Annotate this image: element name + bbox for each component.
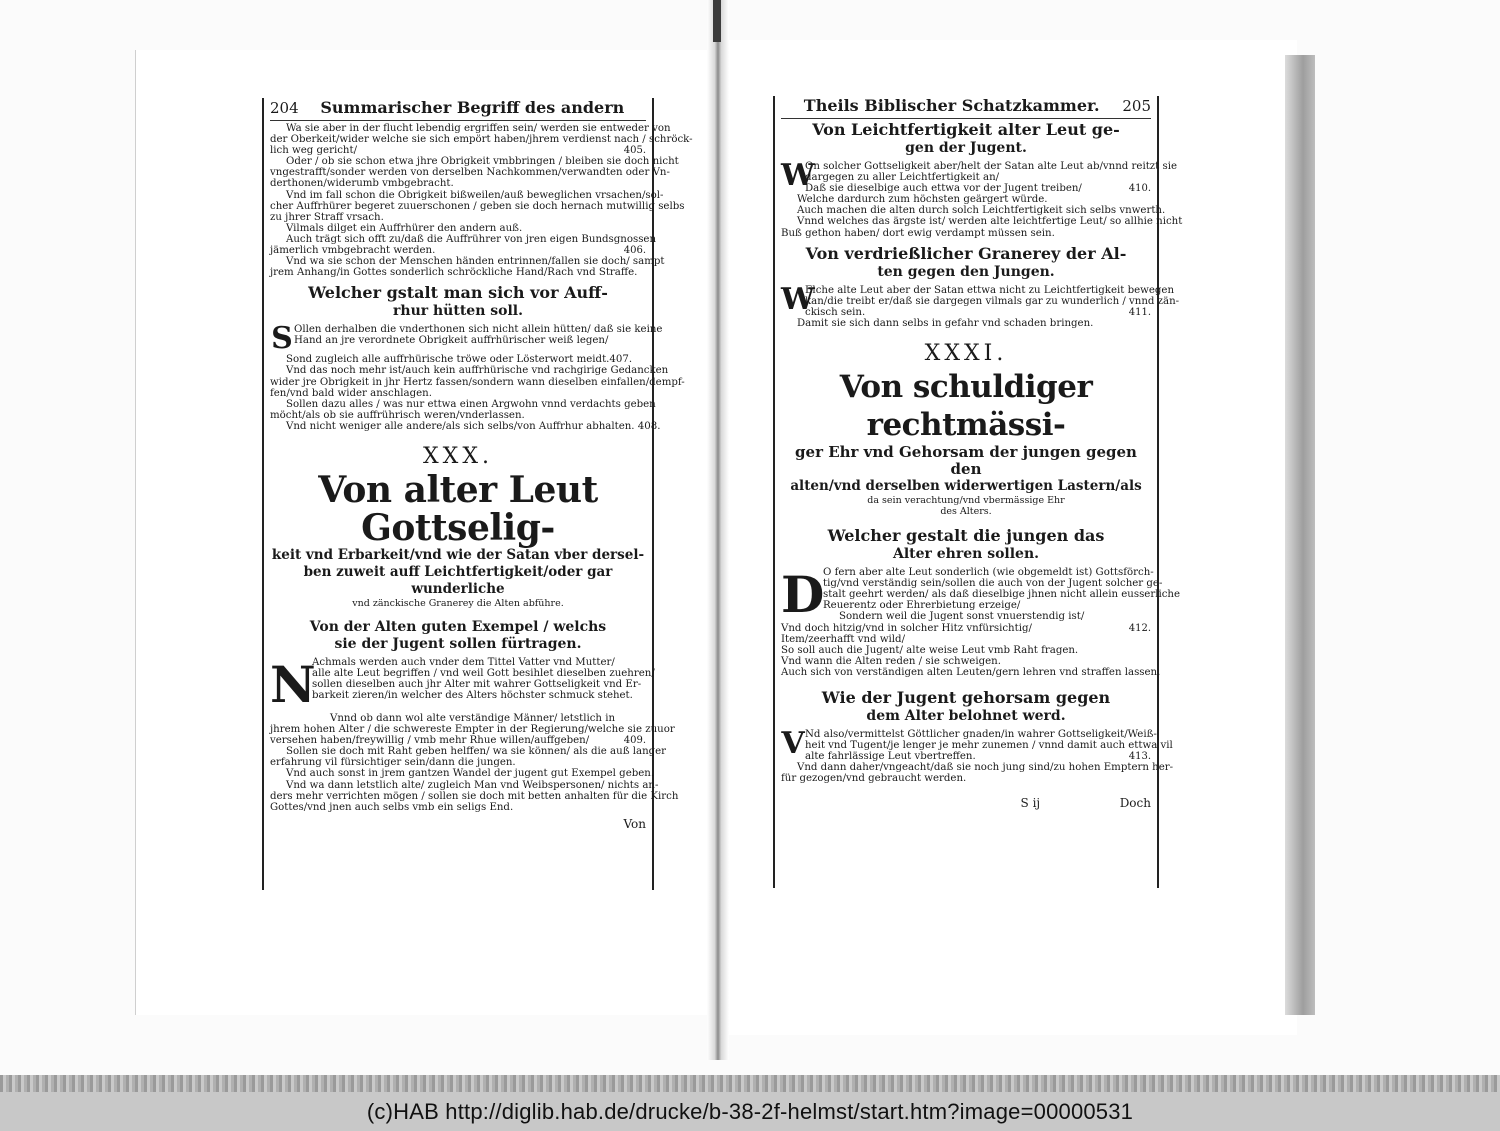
left-page-number: 204 [270,99,299,117]
drop-cap: S [271,321,293,357]
text-line: jhrem hohen Alter / die schwereste Empter in der Regierung/welche sie zuuor [270,724,675,736]
text-line: O fern aber alte Leut sonderlich (wie obgemeldt ist) Gottsförch- [823,567,1154,579]
text-line: heit vnd Tugent/je lenger je mehr zunemen / vnnd damit auch ettwa vil [805,739,1173,751]
text-line: kan/die treibt er/daß sie dargegen vilmals gar zu wunderlich / vnnd zän- [805,295,1180,307]
chapter-title-line: keit vnd Erbarkeit/vnd wie der Satan vber dersel- [271,546,645,563]
right-text-column [773,96,1183,888]
drop-cap-paragraph [781,158,1178,195]
drop-cap-paragraph [270,321,663,357]
text-line: On solcher Gottseligkeit aber/helt der Satan alte Leut ab/vnnd reitzt sie [805,161,1178,172]
drop-cap: D [781,565,825,625]
heading-line: Welcher gstalt man sich vor Auff- [308,283,608,303]
drop-cap-paragraph [781,281,1180,318]
chapter-title-line: alten/vnd derselben widerwertigen Lastern/als [790,478,1142,495]
heading-line: Von Leichtfertigkeit alter Leut ge- [812,120,1120,139]
verse-number: 412. [1128,623,1151,635]
text-line: der Oberkeit/wider welche sie sich empört haben/jhrem verdienst nach / schröck- [270,134,693,146]
text-line: Daß sie dieselbige auch ettwa vor der Jugent treiben/ [805,183,1082,195]
heading-line: Welcher gestalt die jungen das [827,526,1105,546]
drop-cap-paragraph [781,725,1173,762]
text-line: stalt geehrt werden/ als daß dieselbige jhnen nicht allein eusserliche [823,589,1181,601]
verse-number: 409. [623,735,646,747]
left-paragraph-c [270,712,679,813]
text-line: Auch machen die alten durch solch Leichtfertigkeit sich selbs vnwerth. [797,205,1166,217]
text-line: zu jhrer Straff vrsach. [270,211,384,223]
text-line: alte fahrlässige Leut vbertreffen. [805,750,976,762]
text-line: wider jre Obrigkeit in jhr Hertz fassen/sondern wann dieselben einfallen/dempf- [270,376,685,388]
text-line: sollen dieselben auch jhr Alter mit wahrer Gottseligkeit vnd Er- [312,679,642,691]
text-line: Vnd im fall schon die Obrigkeit bißweilen/auß beweglichen vrsachen/sol- [286,189,664,201]
text-line: ckisch sein. [805,306,866,318]
catchword: Von [623,816,646,831]
text-line: Vnd wann die Alten reden / sie schweigen. [781,656,1001,668]
catchword: Doch [1119,795,1151,810]
section-heading [781,689,1151,725]
section-heading [781,527,1151,563]
text-line: jämerlich vmbgebracht werden. [270,245,436,257]
book-gutter [707,0,729,1060]
chapter-title: Von alter Leut Gottselig- [318,468,598,549]
text-line: Sollen sie doch mit Raht geben helffen/ wa sie können/ als die auß langer [286,746,667,758]
heading-line: rhur hütten soll. [393,303,523,320]
drop-cap: V [781,725,805,761]
text-line: Wa sie aber in der flucht lebendig ergriffen sein/ werden sie entweder von [286,123,671,134]
verse-number: 406. [623,245,646,257]
text-line: derthonen/widerumb vmbgebracht. [270,178,454,190]
text-line: jrem Anhang/in Gottes sonderlich schröckliche Hand/Rach vnd Straffe. [270,267,638,279]
chapter-title-line: des Alters. [940,506,992,518]
left-running-head [270,98,646,121]
right-paragraph-d [781,761,1174,784]
drop-cap-paragraph [270,654,655,714]
chapter-number: XXXI. [924,341,1008,367]
left-page-foot [270,817,646,831]
text-line: für gezogen/vnd gebraucht werden. [781,772,967,784]
section-heading [781,245,1151,281]
text-line: Vnd doch hitzig/vnd in solcher Hitz vnfürsichtig/ [781,623,1032,635]
heading-line: Wie der Jugent gehorsam gegen [821,687,1111,707]
text-line: Oder / ob sie schon etwa jhre Obrigkeit vmbbringen / bleiben sie doch nicht [286,156,679,168]
text-line: fen/vnd bald wider anschlagen. [270,387,432,399]
right-paragraph-a [781,194,1183,239]
left-paragraph-b [270,354,685,432]
text-line: ders mehr verrichten mögen / sollen sie doch mit betten anhalten für die Kirch [270,790,679,802]
text-line: lich weg gericht/ [270,145,358,157]
text-line: Vnd das noch mehr ist/auch kein auffrhürische vnd rachgirige Gedancken [286,365,669,377]
heading-line: Alter ehren sollen. [892,546,1040,563]
text-line: Vnd auch sonst in jrem gantzen Wandel der jugent gut Exempel geben. [286,768,655,780]
section-heading [781,121,1151,157]
text-line: Vnd dann daher/vngeacht/daß sie noch jung sind/zu hohen Emptern her- [797,761,1174,773]
text-line: Nd also/vermittelst Göttlicher gnaden/in wahrer Gottseligkeit/Weiß- [805,728,1157,740]
text-line: Vnnd ob dann wol alte verständige Männer/ letstlich in [330,712,616,724]
verse-number: 411. [1128,306,1151,318]
text-line: Auch sich von verständigen alten Leuten/gern lehren vnd straffen lassen. [781,667,1161,679]
text-line: erfahrung vil fürsichtiger sein/dann die jungen. [270,757,516,769]
gutter-shadow [713,0,721,42]
text-line: Vnd nicht weniger alle andere/als sich selbs/von Auffrhur abhalten. 408. [286,420,661,432]
chapter-title-line: vnd zänckische Granerey die Alten abführe. [352,597,564,609]
heading-line: dem Alter belohnet werd. [866,707,1066,724]
drop-cap: W [781,281,815,317]
text-line: versehen haben/freywillig / vmb mehr Rhue willen/auffgeben/ [270,735,590,747]
left-text-column [262,98,693,890]
verse-number: 405. [623,145,646,157]
drop-cap-paragraph [781,565,1181,625]
section-heading [270,284,646,320]
citation-bar [0,1092,1500,1131]
chapter-title-line: da sein verachtung/vnd vbermässige Ehr [867,495,1065,507]
verse-number: 410. [1128,183,1151,195]
text-line: Auch trägt sich offt zu/daß die Auffrührer von jren eigen Bundsgnossen [286,233,657,245]
text-line: Gottes/vnd jnen auch selbs vmb ein seligs End. [270,801,514,813]
text-line: cher Auffrhürer begeret zuuerschonen / geben sie doch hernach mutwillig selbs [270,200,685,212]
section-heading [270,619,646,653]
chapter-number: XXX. [423,443,493,469]
text-line: So soll auch die Jugent/ alte weise Leut vmb Raht fragen. [781,645,1079,657]
right-running-head [781,96,1151,119]
text-line: Vilmals dilget ein Auffrhürer den andern auß. [286,222,523,234]
drop-cap: W [781,158,815,193]
text-line: Sondern weil die Jugent sonst vnuerstendig ist/ [839,611,1085,623]
signature-mark: S ij [1020,795,1041,810]
text-line: Welche dardurch zum höchsten geärgert würde. [797,194,1048,206]
chapter-title-line: ben zuweit auff Leichtfertigkeit/oder gar wunderliche [303,563,613,597]
right-page-foot [781,796,1151,810]
heading-line: ten gegen den Jungen. [877,263,1055,280]
heading-line: sie der Jugent sollen fürtragen. [334,635,582,652]
text-line: alle alte Leut begriffen / vnd weil Gott besihlet dieselben zuehren/ [312,668,655,680]
text-line: Vnd wa dann letstlich alte/ zugleich Man vnd Weibspersonen/ nichts an- [286,779,659,791]
chapter-title-line: ger Ehr vnd Gehorsam der jungen gegen den [795,443,1137,479]
page-edge-right [1285,55,1315,1015]
text-line: Item/zeerhafft vnd wild/ [781,634,906,646]
verse-number: 413. [1128,750,1151,762]
text-line: vngestrafft/sonder werden von derselben Nachkommen/verwandten oder Vn- [270,167,670,179]
text-line: Buß gethon haben/ dort ewig verdampt müssen sein. [781,227,1055,239]
text-line: Achmals werden auch vnder dem Tittel Vatter vnd Mutter/ [312,656,615,668]
chapter-title: Von schuldiger rechtmässi- [839,369,1093,444]
heading-line: gen der Jugent. [905,140,1027,156]
text-line: barkeit zieren/in welcher des Alters höchster schmuck stehet. [312,690,633,702]
text-line: Ollen derhalben die vnderthonen sich nicht allein hütten/ daß sie keine [294,324,663,336]
heading-line: Von verdrießlicher Granerey der Al- [805,243,1127,263]
text-line: möcht/als ob sie auffrührisch weren/vnderlassen. [270,409,525,421]
heading-line: Von der Alten guten Exempel / welchs [309,618,607,635]
text-line: Hand an jre verordnete Obrigkeit auffrhürischer weiß legen/ [294,335,609,347]
text-line: Vnnd welches das ärgste ist/ werden alte leichtfertige Leut/ so allhie nicht [797,216,1183,228]
text-line: Elche alte Leut aber der Satan ettwa nicht zu Leichtfertigkeit bewegen [805,284,1175,296]
text-line: Damit sie sich dann selbs in gefahr vnd schaden bringen. [797,317,1094,329]
text-line: Vnd wa sie schon der Menschen händen entrinnen/fallen sie doch/ sampt [286,256,665,268]
text-line: dargegen zu aller Leichtfertigkeit an/ [805,172,1000,184]
right-running-title: Theils Biblischer Schatzkammer. [803,96,1100,115]
left-paragraph-a [270,123,693,279]
text-line: tig/vnd verständig sein/sollen die auch von der Jugent solcher ge- [823,578,1163,590]
citation-text: (c)HAB http://diglib.hab.de/drucke/b-38-2f-helmst/start.htm?image=00000531 [366,1098,1134,1124]
right-page-number: 205 [1122,97,1151,115]
text-line: Sollen dazu alles / was nur ettwa einen Argwohn vnnd verdachts geben [286,398,656,410]
right-paragraph-c [781,623,1161,679]
text-line: Sond zugleich alle auffrhürische tröwe oder Lösterwort meidt.407. [286,354,633,366]
left-running-title: Summarischer Begriff des andern [320,98,625,117]
text-line: Reuerentz oder Ehrerbietung erzeige/ [823,600,1021,612]
drop-cap: N [270,654,316,714]
